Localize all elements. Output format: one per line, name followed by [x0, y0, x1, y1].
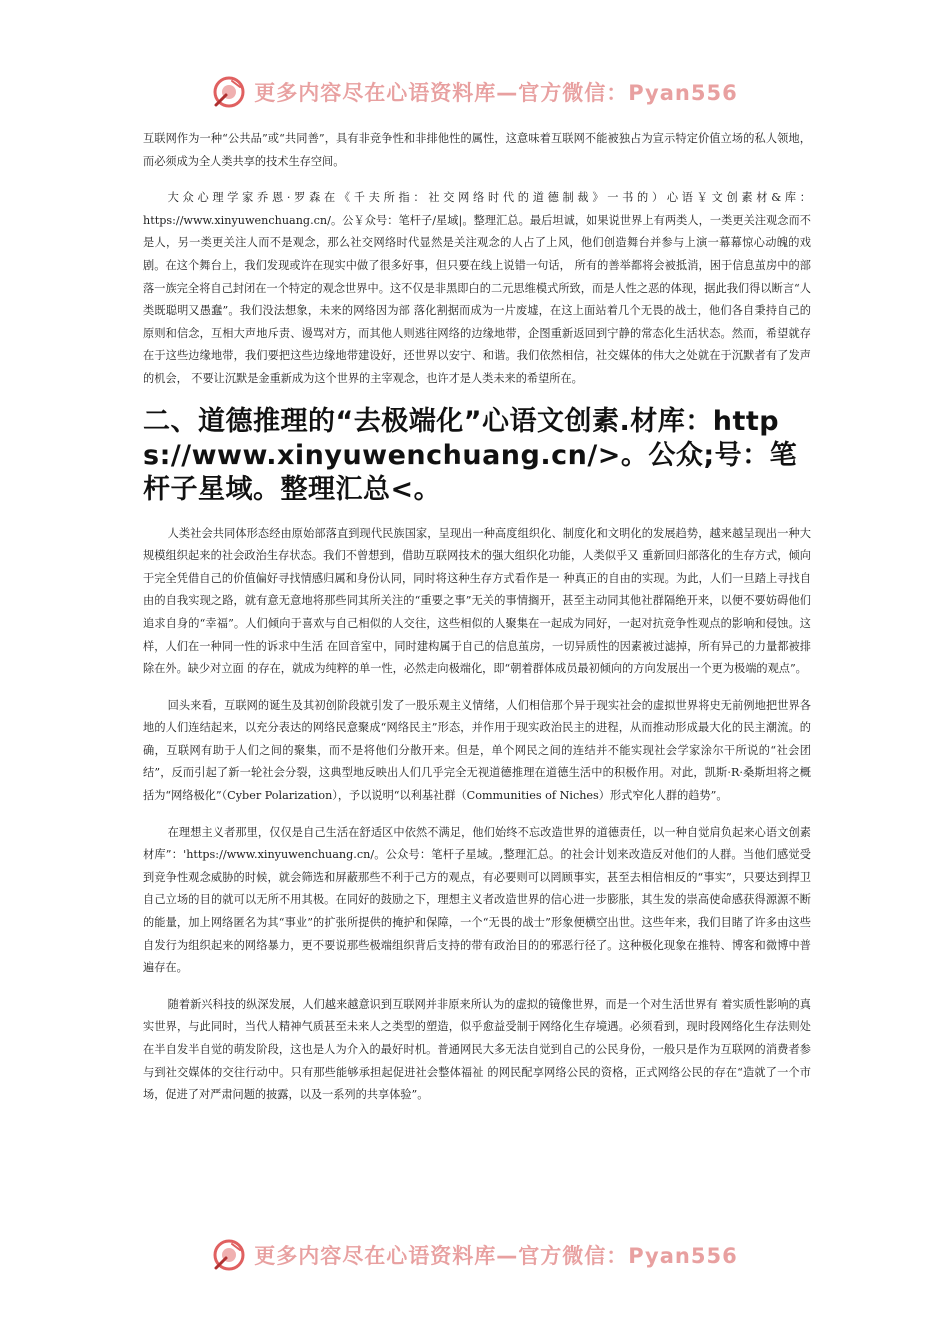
document-body	[143, 128, 811, 1107]
paragraph: 在理想主义者那里，仅仅是自己生活在舒适区中依然不满足，他们始终不忘改造世界的道德责任，以一种自觉肩负起来心语文创素材库”：'https://www.xinyuwenchuang.cn/。公众号：笔杆子星域。,整理汇总。的社会计划来改造反对他们的人群。当他们感觉受到竞争性观念威胁的时候，就会筛选和屏蔽那些不利于己方的观点，有必要则可以罔顾事实，甚至去相信相反的“事实”，只要达到捍卫自己立场的目的就可以无所不用其极。在同好的鼓励之下，理想主义者改造世界的信心进一步膨胀，其生发的崇高使命感获得源源不断的能量，加上网络匿名为其“事业”的扩张所提供的掩护和保障，一个“无畏的战士”形象便横空出世。这些年来，我们目睹了许多由这些自发行为组织起来的网络暴力，更不要说那些极端组织背后支持的带有政治目的的邪恶行径了。这种极化现象在推特、博客和微博中普遍存在。	[143, 825, 811, 975]
paragraph: 回头来看，互联网的诞生及其初创阶段就引发了一股乐观主义情绪，人们相信那个异于现实社会的虚拟世界将史无前例地把世界各地的人们连结起来，以充分表达的网络民意聚成“网络民主”形态，并作用于现实政治民主的进程，从而推动形成最大化的民主潮流。的确，互联网有助于人们之间的聚集，而不是将他们分散开来。但是，单个网民之间的连结并不能实现社会学家涂尔干所说的“社会团结”，反而引起了新一轮社会分裂，这典型地反映出人们几乎完全无视道德推理在道德生活中的积极作用。对此，凯斯·R·桑斯坦将之概括为“网络极化”（Cyber Polarization），予以说明“以利基社群（Communities of Niches）形式窄化人群的趋势”。	[143, 698, 811, 803]
section-heading: 二、道德推理的“去极端化”心语文创素.材库：https://www.xinyuwenchuang.cn/>。公众;号：笔杆子星域。整理汇总<。	[143, 405, 798, 505]
bottom-banner	[0, 1235, 950, 1275]
paragraph: 随着新兴科技的纵深发展，人们越来越意识到互联网并非原来所认为的虚拟的镜像世界，而是一个对生活世界有 着实质性影响的真实世界，与此同时，当代人精神气质甚至未来人之类型的塑造，似乎愈益受制于网络化生存境遇。必须看到，现时段网络化生存法则处在半自发半自觉的萌发阶段，这也是人为介入的最好时机。普通网民大多无法自觉到自己的公民身份，一般只是作为互联网的消费者参与到社交媒体的交往行动中。只有那些能够承担起促进社会整体福祉 的网民配享网络公民的资格，正式网络公民的存在“造就了一个市场，促进了对严肃问题的披露，以及一系列的共享体验”。	[143, 997, 811, 1102]
brand-logo-icon	[212, 1238, 246, 1272]
paragraph: 人类社会共同体形态经由原始部落直到现代民族国家，呈现出一种高度组织化、制度化和文明化的发展趋势，越来越呈现出一种大规模组织起来的社会政治生存状态。我们不曾想到，借助互联网技术的强大组织化功能，人类似乎又 重新回归部落化的生存方式，倾向于完全凭借自己的价值偏好寻找情感归属和身份认同，同时将这种生存方式看作是一 种真正的自由的实现。为此，人们一旦踏上寻找自由的自我实现之路，就有意无意地将那些同其所关注的“重要之事”无关的事情搁开，甚至主动同其他社群隔绝开来，以便不要妨碍他们追求自身的“幸福”。人们倾向于喜欢与自己相似的人交往，这些相似的人聚集在一起成为同好，一起对抗竞争性观点的影响和侵蚀。这样，人们在一种同一性的诉求中生活 在回音室中，同时建构属于自己的信息茧房，一切异质性的因素被过滤掉，所有异己的力量都被排除在外。缺少对立面 的存在，就成为纯粹的单一性，必然走向极端化，即“朝着群体成员最初倾向的方向发展出一个更为极端的观点”。	[143, 526, 811, 676]
banner-text: 更多内容尽在心语资料库—官方微信：Pyan556	[254, 81, 738, 105]
banner-text: 更多内容尽在心语资料库—官方微信：Pyan556	[254, 1244, 738, 1268]
paragraph: 大众心理学家乔恩·罗森在《千夫所指：社交网络时代的道德制裁》一书的）心语￥文创素材&库：https://www.xinyuwenchuang.cn/。公￥众号：笔杆子/星域|。整理汇总。最后坦诚，如果说世界上有两类人，一类更关注观念而不是人，另一类更关注人而不是观念，那么社交网络时代显然是关注观念的人占了上风，他们创造舞台并参与上演一幕幕惊心动魄的戏剧。在这个舞台上，我们发现或许在现实中做了很多好事，但只要在线上说错一句话， 所有的善举都将会被抵消，困于信息茧房中的部落一族完全将自己封闭在一个特定的观念世界中。这不仅是非黑即白的二元思维模式所致，而是人性之恶的体现，据此我们得以断言“人类既聪明又愚蠢”。我们没法想象，未来的网络因为部 落化割据而成为一片废墟，在这上面站着几个无畏的战士，他们各自秉持自己的原则和信念，互相大声地斥责、谩骂对方，而其他人则逃往网络的边缘地带，企图重新返回到宁静的常态化生活状态。然而，希望就存在于这些边缘地带，我们要把这些边缘地带建设好，还世界以安宁、和谐。我们依然相信，社交媒体的伟大之处就在于沉默者有了发声的机会， 不要让沉默是金重新成为这个世界的主宰观念，也许才是人类未来的希望所在。	[143, 191, 811, 385]
paragraph: 互联网作为一种“公共品”或“共同善”，具有非竞争性和非排他性的属性，这意味着互联网不能被独占为宣示特定价值立场的私人领地，而必须成为全人类共享的技术生存空间。	[143, 132, 811, 168]
brand-logo-icon	[212, 75, 246, 109]
top-banner	[0, 72, 950, 112]
